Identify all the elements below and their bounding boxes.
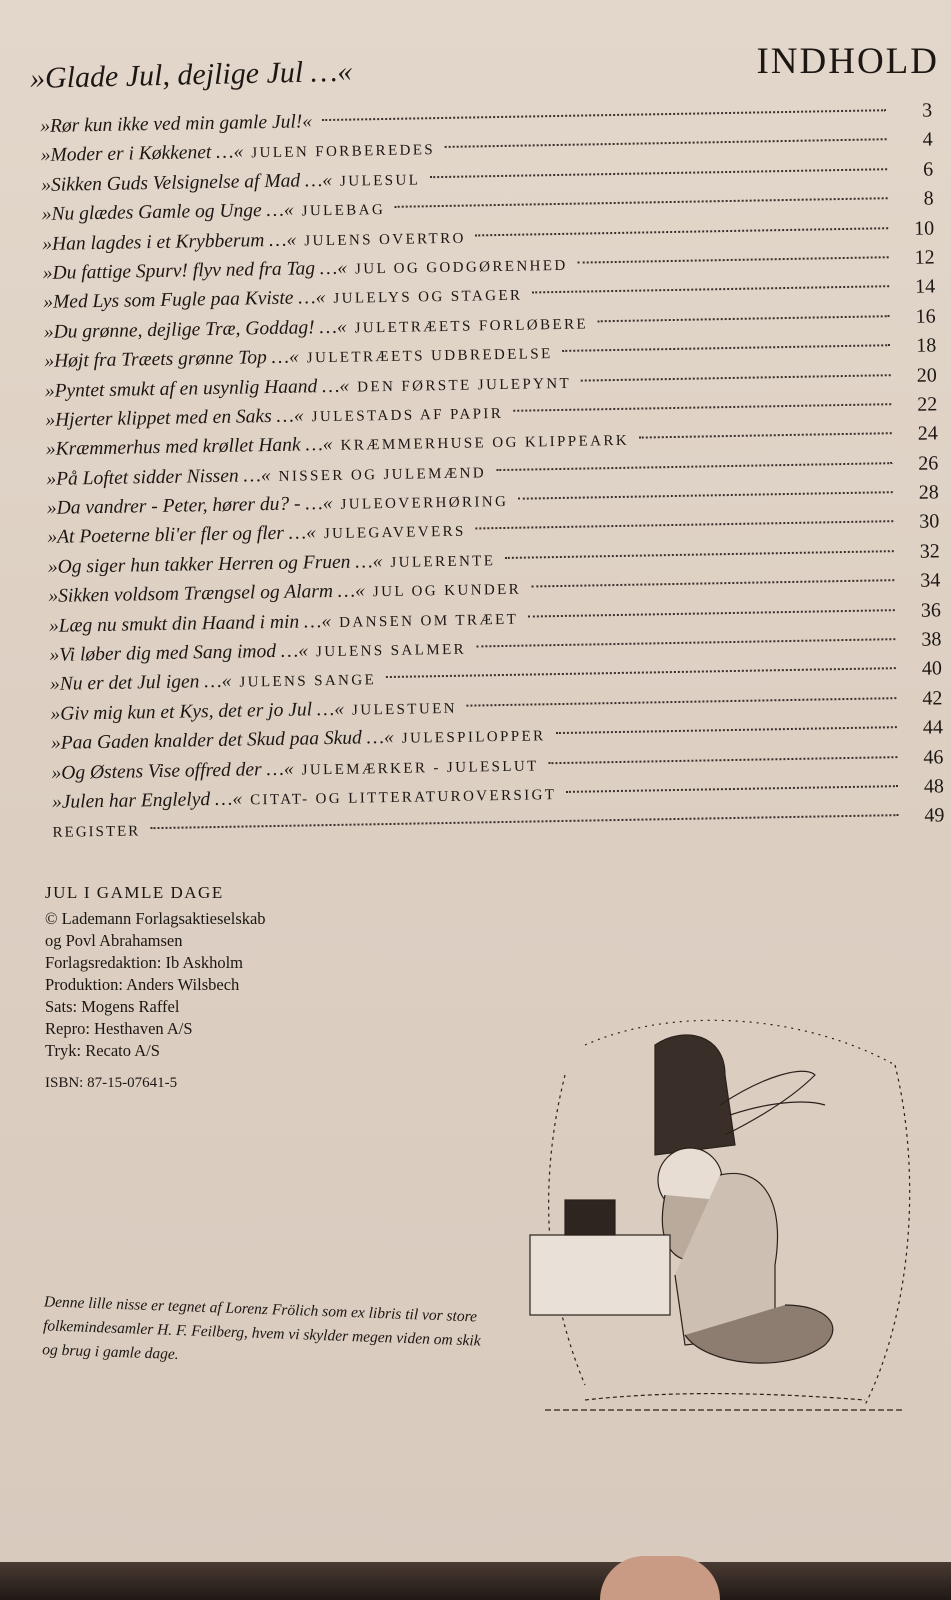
toc-page-number: 4 [922,128,933,151]
toc-quote: »Vi løber dig med Sang imod …« [49,640,309,666]
toc-section: JULETRÆETS FORLØBERE [354,316,589,337]
dot-leader [467,697,897,706]
colophon-line: og Povl Abrahamsen [45,931,183,950]
toc-section: DANSEN OM TRÆET [339,611,519,631]
toc-section: KRÆMMERHUSE OG KLIPPEARK [340,433,630,455]
toc-section: JULESPILOPPER [401,728,546,747]
dot-leader [555,726,896,734]
contents-heading: INDHOLD [756,41,939,82]
toc-section: JULEBAG [301,202,386,220]
toc-section: JULENS OVERTRO [304,230,466,249]
toc-quote: »Læg nu smukt din Haand i min …« [48,610,332,637]
toc-page-number: 42 [922,687,943,710]
dot-leader [430,168,887,178]
dot-leader [531,579,894,587]
toc-section: JULELYS OG STAGER [333,287,523,308]
toc-page-number: 8 [923,187,934,210]
toc-section: JUL OG KUNDER [372,581,522,601]
colophon-line: Produktion: Anders Wilsbech [45,975,240,994]
toc-quote: »Moder er i Køkkenet …« [40,141,244,167]
dot-leader [476,638,895,647]
toc-quote: »Du fattige Spurv! flyv ned fra Tag …« [42,257,348,284]
toc-page-number: 18 [916,334,937,357]
toc-section: JULENS SANGE [239,672,377,692]
dot-leader [518,491,893,500]
toc-quote: »Nu er det Jul igen …« [49,671,232,696]
toc-section: JULESUL [339,172,421,190]
toc-section: JULETRÆETS UDBREDELSE [306,346,553,367]
toc-quote: »Han lagdes i et Krybberum …« [42,229,297,255]
toc-page-number: 36 [920,598,942,622]
toc-quote: »Og Østens Vise offred der …« [51,758,294,784]
toc-quote: »På Loftet sidder Nissen …« [46,464,271,490]
toc-section: JULESTUEN [351,700,458,719]
table-of-contents [40,96,945,846]
dot-leader [598,315,890,322]
dot-leader [639,432,892,438]
toc-page-number: 6 [922,158,934,181]
dot-leader [513,403,891,412]
dot-leader [386,668,896,679]
toc-page-number: 20 [916,363,937,387]
toc-page-number: 24 [917,422,938,446]
toc-page-number: 34 [920,569,941,592]
toc-page-number: 48 [923,775,945,798]
toc-quote: »At Poeterne bli'er fler og fler …« [47,522,317,549]
dot-leader [322,109,886,121]
toc-page-number: 22 [917,393,938,416]
toc-section: JULEGAVEVERS [323,524,466,543]
dot-leader [476,227,888,236]
toc-page-number: 46 [923,745,944,769]
toc-page-number: 40 [921,657,943,681]
gnome-illustration [525,1005,925,1425]
toc-section: JULEOVERHØRING [340,493,509,513]
toc-section: CITAT- OG LITTERATUROVERSIGT [250,787,557,809]
toc-page-number: 10 [913,216,935,240]
toc-quote: »Pyntet smukt af en usynlig Haand …« [44,375,350,402]
toc-section: JULENS SALMER [315,641,467,661]
dot-leader [445,139,887,149]
toc-section: JULEMÆRKER - JULESLUT [301,757,539,779]
toc-quote: »Nu glædes Gamle og Unge …« [41,199,294,226]
toc-quote: »Paa Gaden knalder det Skud paa Skud …« [50,727,394,755]
illustration-caption: Denne lille nisse er tegnet af Lorenz Frölich som ex libris til vor store folkemindesamler H. F. Feilberg, hvem vi skylder megen viden om skik og brug i gamle dage. [42,1293,481,1364]
toc-page-number: 32 [919,540,940,563]
toc-quote: »Med Lys som Fugle paa Kviste …« [43,287,326,314]
toc-quote: »Julen har Englelyd …« [51,788,243,813]
toc-page-number: 44 [922,716,944,739]
toc-page-number: 49 [924,804,945,828]
toc-page-number: 14 [914,275,936,299]
colophon [45,882,266,1094]
toc-section: NISSER OG JULEMÆND [278,464,487,485]
colophon-line: © Lademann Forlagsaktieselskab [45,909,266,928]
colophon-line: Sats: Mogens Raffel [45,997,180,1016]
toc-quote: »Sikken voldsom Trængsel og Alarm …« [48,580,366,608]
toc-section: DEN FØRSTE JULEPYNT [357,375,572,396]
dot-leader [566,785,898,793]
dot-leader [505,550,894,559]
toc-page-number: 16 [915,305,936,328]
colophon-line: Tryk: Recato A/S [45,1041,160,1060]
toc-quote: »Og siger hun takker Herren og Fruen …« [47,550,383,578]
dot-leader [496,462,892,471]
toc-quote: »Du grønne, dejlige Træ, Goddag! …« [43,316,347,343]
dot-leader [581,374,891,381]
toc-section: JULEN FORBEREDES [251,142,436,162]
colophon-line: Repro: Hesthaven A/S [45,1019,193,1038]
toc-section: JULERENTE [390,552,496,571]
dot-leader [563,344,891,352]
colophon-line: Forlagsredaktion: Ib Askholm [45,953,243,972]
toc-page-number: 30 [919,510,940,534]
toc-page-number: 26 [918,452,939,475]
dot-leader [395,197,888,208]
book-edge [0,1562,951,1600]
dot-leader [528,609,895,617]
dot-leader [578,256,889,263]
toc-page-number: 3 [921,99,933,122]
series-title: JUL I GAMLE DAGE [45,883,224,902]
dot-leader [549,756,898,764]
toc-section: JULESTADS AF PAPIR [311,405,504,426]
toc-quote: »Giv mig kun et Kys, det er jo Jul …« [50,698,345,725]
toc-quote: REGISTER [52,823,141,842]
toc-quote: »Hjerter klippet med en Saks …« [45,405,304,431]
toc-page-number: 28 [918,481,939,504]
isbn: ISBN: 87-15-07641-5 [45,1075,178,1091]
main-title: »Glade Jul, dejlige Jul …« [29,54,353,95]
toc-quote: »Højt fra Træets grønne Top …« [44,346,299,373]
toc-section: JUL OG GODGØRENHED [354,257,568,278]
toc-quote: »Sikken Guds Velsignelse af Mad …« [41,169,333,196]
dot-leader [532,286,889,294]
toc-page-number: 38 [921,628,942,651]
toc-quote: »Rør kun ikke ved min gamle Jul!« [40,111,313,137]
toc-quote: »Kræmmerhus med krøllet Hank …« [45,434,333,461]
toc-quote: »Da vandrer - Peter, hører du? - …« [46,493,333,520]
toc-page-number: 12 [914,246,935,269]
dot-leader [476,521,894,530]
dot-leader [150,815,898,830]
